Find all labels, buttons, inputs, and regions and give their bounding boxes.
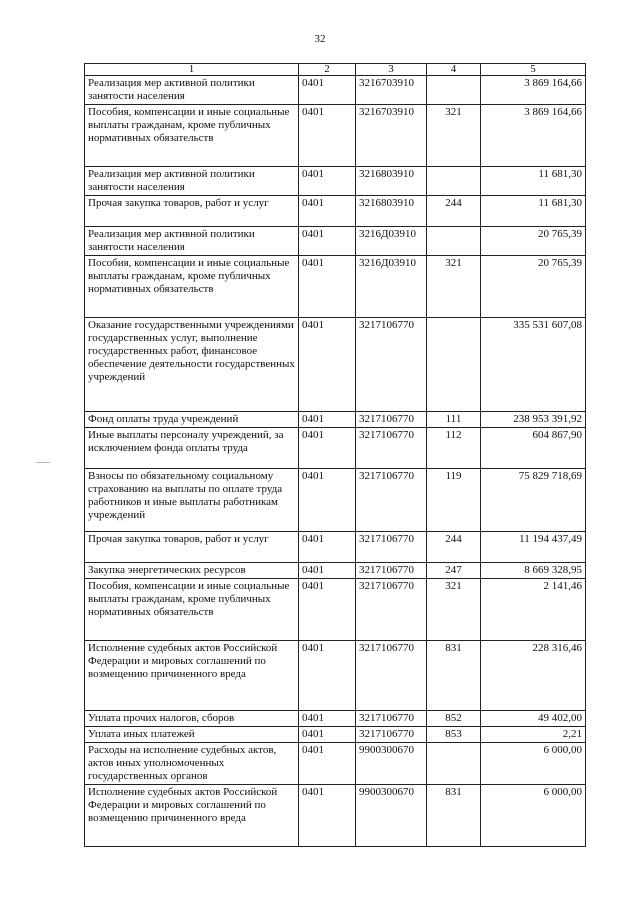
row-expense-type: 244 xyxy=(427,196,481,227)
row-expense-type xyxy=(427,167,481,196)
row-section-code: 0401 xyxy=(299,469,356,532)
row-expense-type: 852 xyxy=(427,711,481,727)
row-section-code: 0401 xyxy=(299,318,356,412)
row-section-code: 0401 xyxy=(299,227,356,256)
row-section-code: 0401 xyxy=(299,532,356,563)
table-row xyxy=(85,743,586,785)
row-target-article: 3216703910 xyxy=(356,76,427,105)
row-expense-type: 247 xyxy=(427,563,481,579)
row-target-article: 3217106770 xyxy=(356,579,427,641)
row-amount: 604 867,90 xyxy=(481,428,586,469)
row-section-code: 0401 xyxy=(299,76,356,105)
row-target-article: 3216803910 xyxy=(356,196,427,227)
header-col-1: 1 xyxy=(85,64,299,76)
table-row xyxy=(85,318,586,412)
table-row xyxy=(85,711,586,727)
row-amount: 6 000,00 xyxy=(481,743,586,785)
row-amount: 335 531 607,08 xyxy=(481,318,586,412)
row-expense-type xyxy=(427,318,481,412)
page-number: 32 xyxy=(314,33,326,45)
row-target-article: 3217106770 xyxy=(356,412,427,428)
row-section-code: 0401 xyxy=(299,727,356,743)
row-target-article: 3217106770 xyxy=(356,727,427,743)
row-amount: 238 953 391,92 xyxy=(481,412,586,428)
row-expense-type: 321 xyxy=(427,579,481,641)
row-section-code: 0401 xyxy=(299,563,356,579)
table-row xyxy=(85,532,586,563)
row-target-article: 3217106770 xyxy=(356,532,427,563)
row-amount: 20 765,39 xyxy=(481,256,586,318)
row-name: Реализация мер активной политики занятости населения xyxy=(85,227,299,256)
row-amount: 6 000,00 xyxy=(481,785,586,847)
row-name: Уплата прочих налогов, сборов xyxy=(85,711,299,727)
row-amount: 8 669 328,95 xyxy=(481,563,586,579)
row-amount: 2 141,46 xyxy=(481,579,586,641)
row-amount: 2,21 xyxy=(481,727,586,743)
row-section-code: 0401 xyxy=(299,412,356,428)
row-section-code: 0401 xyxy=(299,641,356,711)
row-target-article: 9900300670 xyxy=(356,785,427,847)
row-name: Реализация мер активной политики занятости населения xyxy=(85,76,299,105)
row-amount: 20 765,39 xyxy=(481,227,586,256)
margin-mark xyxy=(36,462,50,463)
row-target-article: 3217106770 xyxy=(356,469,427,532)
budget-table xyxy=(84,63,586,847)
header-col-2: 2 xyxy=(299,64,356,76)
row-name: Пособия, компенсации и иные социальные выплаты гражданам, кроме публичных нормативных обязательств xyxy=(85,579,299,641)
row-name: Иные выплаты персоналу учреждений, за исключением фонда оплаты труда xyxy=(85,428,299,469)
row-target-article: 3217106770 xyxy=(356,318,427,412)
row-expense-type: 111 xyxy=(427,412,481,428)
row-target-article: 3216803910 xyxy=(356,167,427,196)
row-amount: 11 681,30 xyxy=(481,196,586,227)
row-target-article: 3216Д03910 xyxy=(356,227,427,256)
row-name: Исполнение судебных актов Российской Федерации и мировых соглашений по возмещению причиненного вреда xyxy=(85,641,299,711)
row-name: Закупка энергетических ресурсов xyxy=(85,563,299,579)
row-section-code: 0401 xyxy=(299,167,356,196)
row-section-code: 0401 xyxy=(299,579,356,641)
row-expense-type: 321 xyxy=(427,256,481,318)
table-row xyxy=(85,563,586,579)
table-row xyxy=(85,412,586,428)
row-name: Взносы по обязательному социальному страхованию на выплаты по оплате труда работников и иные выплаты работникам учреждений xyxy=(85,469,299,532)
row-name: Исполнение судебных актов Российской Федерации и мировых соглашений по возмещению причиненного вреда xyxy=(85,785,299,847)
row-expense-type: 244 xyxy=(427,532,481,563)
table-row xyxy=(85,76,586,105)
row-expense-type xyxy=(427,743,481,785)
row-amount: 228 316,46 xyxy=(481,641,586,711)
row-section-code: 0401 xyxy=(299,196,356,227)
table-row xyxy=(85,428,586,469)
row-target-article: 3217106770 xyxy=(356,641,427,711)
row-target-article: 3216703910 xyxy=(356,105,427,167)
header-col-3: 3 xyxy=(356,64,427,76)
row-target-article: 3217106770 xyxy=(356,711,427,727)
row-section-code: 0401 xyxy=(299,428,356,469)
row-name: Оказание государственными учреждениями государственных услуг, выполнение государственных работ, финансовое обеспечение деятельности государственных учреждений xyxy=(85,318,299,412)
row-name: Уплата иных платежей xyxy=(85,727,299,743)
row-expense-type: 321 xyxy=(427,105,481,167)
row-amount: 49 402,00 xyxy=(481,711,586,727)
table-row xyxy=(85,105,586,167)
row-amount: 3 869 164,66 xyxy=(481,105,586,167)
row-name: Пособия, компенсации и иные социальные выплаты гражданам, кроме публичных нормативных обязательств xyxy=(85,256,299,318)
row-name: Расходы на исполнение судебных актов, актов иных уполномоченных государственных органов xyxy=(85,743,299,785)
table-row xyxy=(85,469,586,532)
row-section-code: 0401 xyxy=(299,711,356,727)
row-target-article: 3217106770 xyxy=(356,428,427,469)
row-name: Фонд оплаты труда учреждений xyxy=(85,412,299,428)
header-row xyxy=(85,64,586,76)
row-target-article: 3216Д03910 xyxy=(356,256,427,318)
table-row xyxy=(85,785,586,847)
row-expense-type: 853 xyxy=(427,727,481,743)
row-target-article: 9900300670 xyxy=(356,743,427,785)
header-col-4: 4 xyxy=(427,64,481,76)
row-name: Пособия, компенсации и иные социальные выплаты гражданам, кроме публичных нормативных обязательств xyxy=(85,105,299,167)
row-section-code: 0401 xyxy=(299,785,356,847)
row-expense-type: 112 xyxy=(427,428,481,469)
row-section-code: 0401 xyxy=(299,256,356,318)
table-row xyxy=(85,641,586,711)
row-expense-type xyxy=(427,76,481,105)
row-expense-type: 831 xyxy=(427,641,481,711)
row-amount: 11 681,30 xyxy=(481,167,586,196)
row-expense-type: 831 xyxy=(427,785,481,847)
row-target-article: 3217106770 xyxy=(356,563,427,579)
row-name: Прочая закупка товаров, работ и услуг xyxy=(85,196,299,227)
table-row xyxy=(85,196,586,227)
table-row xyxy=(85,167,586,196)
row-expense-type xyxy=(427,227,481,256)
table-row xyxy=(85,727,586,743)
row-amount: 75 829 718,69 xyxy=(481,469,586,532)
row-amount: 11 194 437,49 xyxy=(481,532,586,563)
row-name: Реализация мер активной политики занятости населения xyxy=(85,167,299,196)
table-row xyxy=(85,579,586,641)
row-name: Прочая закупка товаров, работ и услуг xyxy=(85,532,299,563)
table-row xyxy=(85,227,586,256)
table-row xyxy=(85,256,586,318)
header-col-5: 5 xyxy=(481,64,586,76)
row-section-code: 0401 xyxy=(299,105,356,167)
row-section-code: 0401 xyxy=(299,743,356,785)
row-expense-type: 119 xyxy=(427,469,481,532)
row-amount: 3 869 164,66 xyxy=(481,76,586,105)
